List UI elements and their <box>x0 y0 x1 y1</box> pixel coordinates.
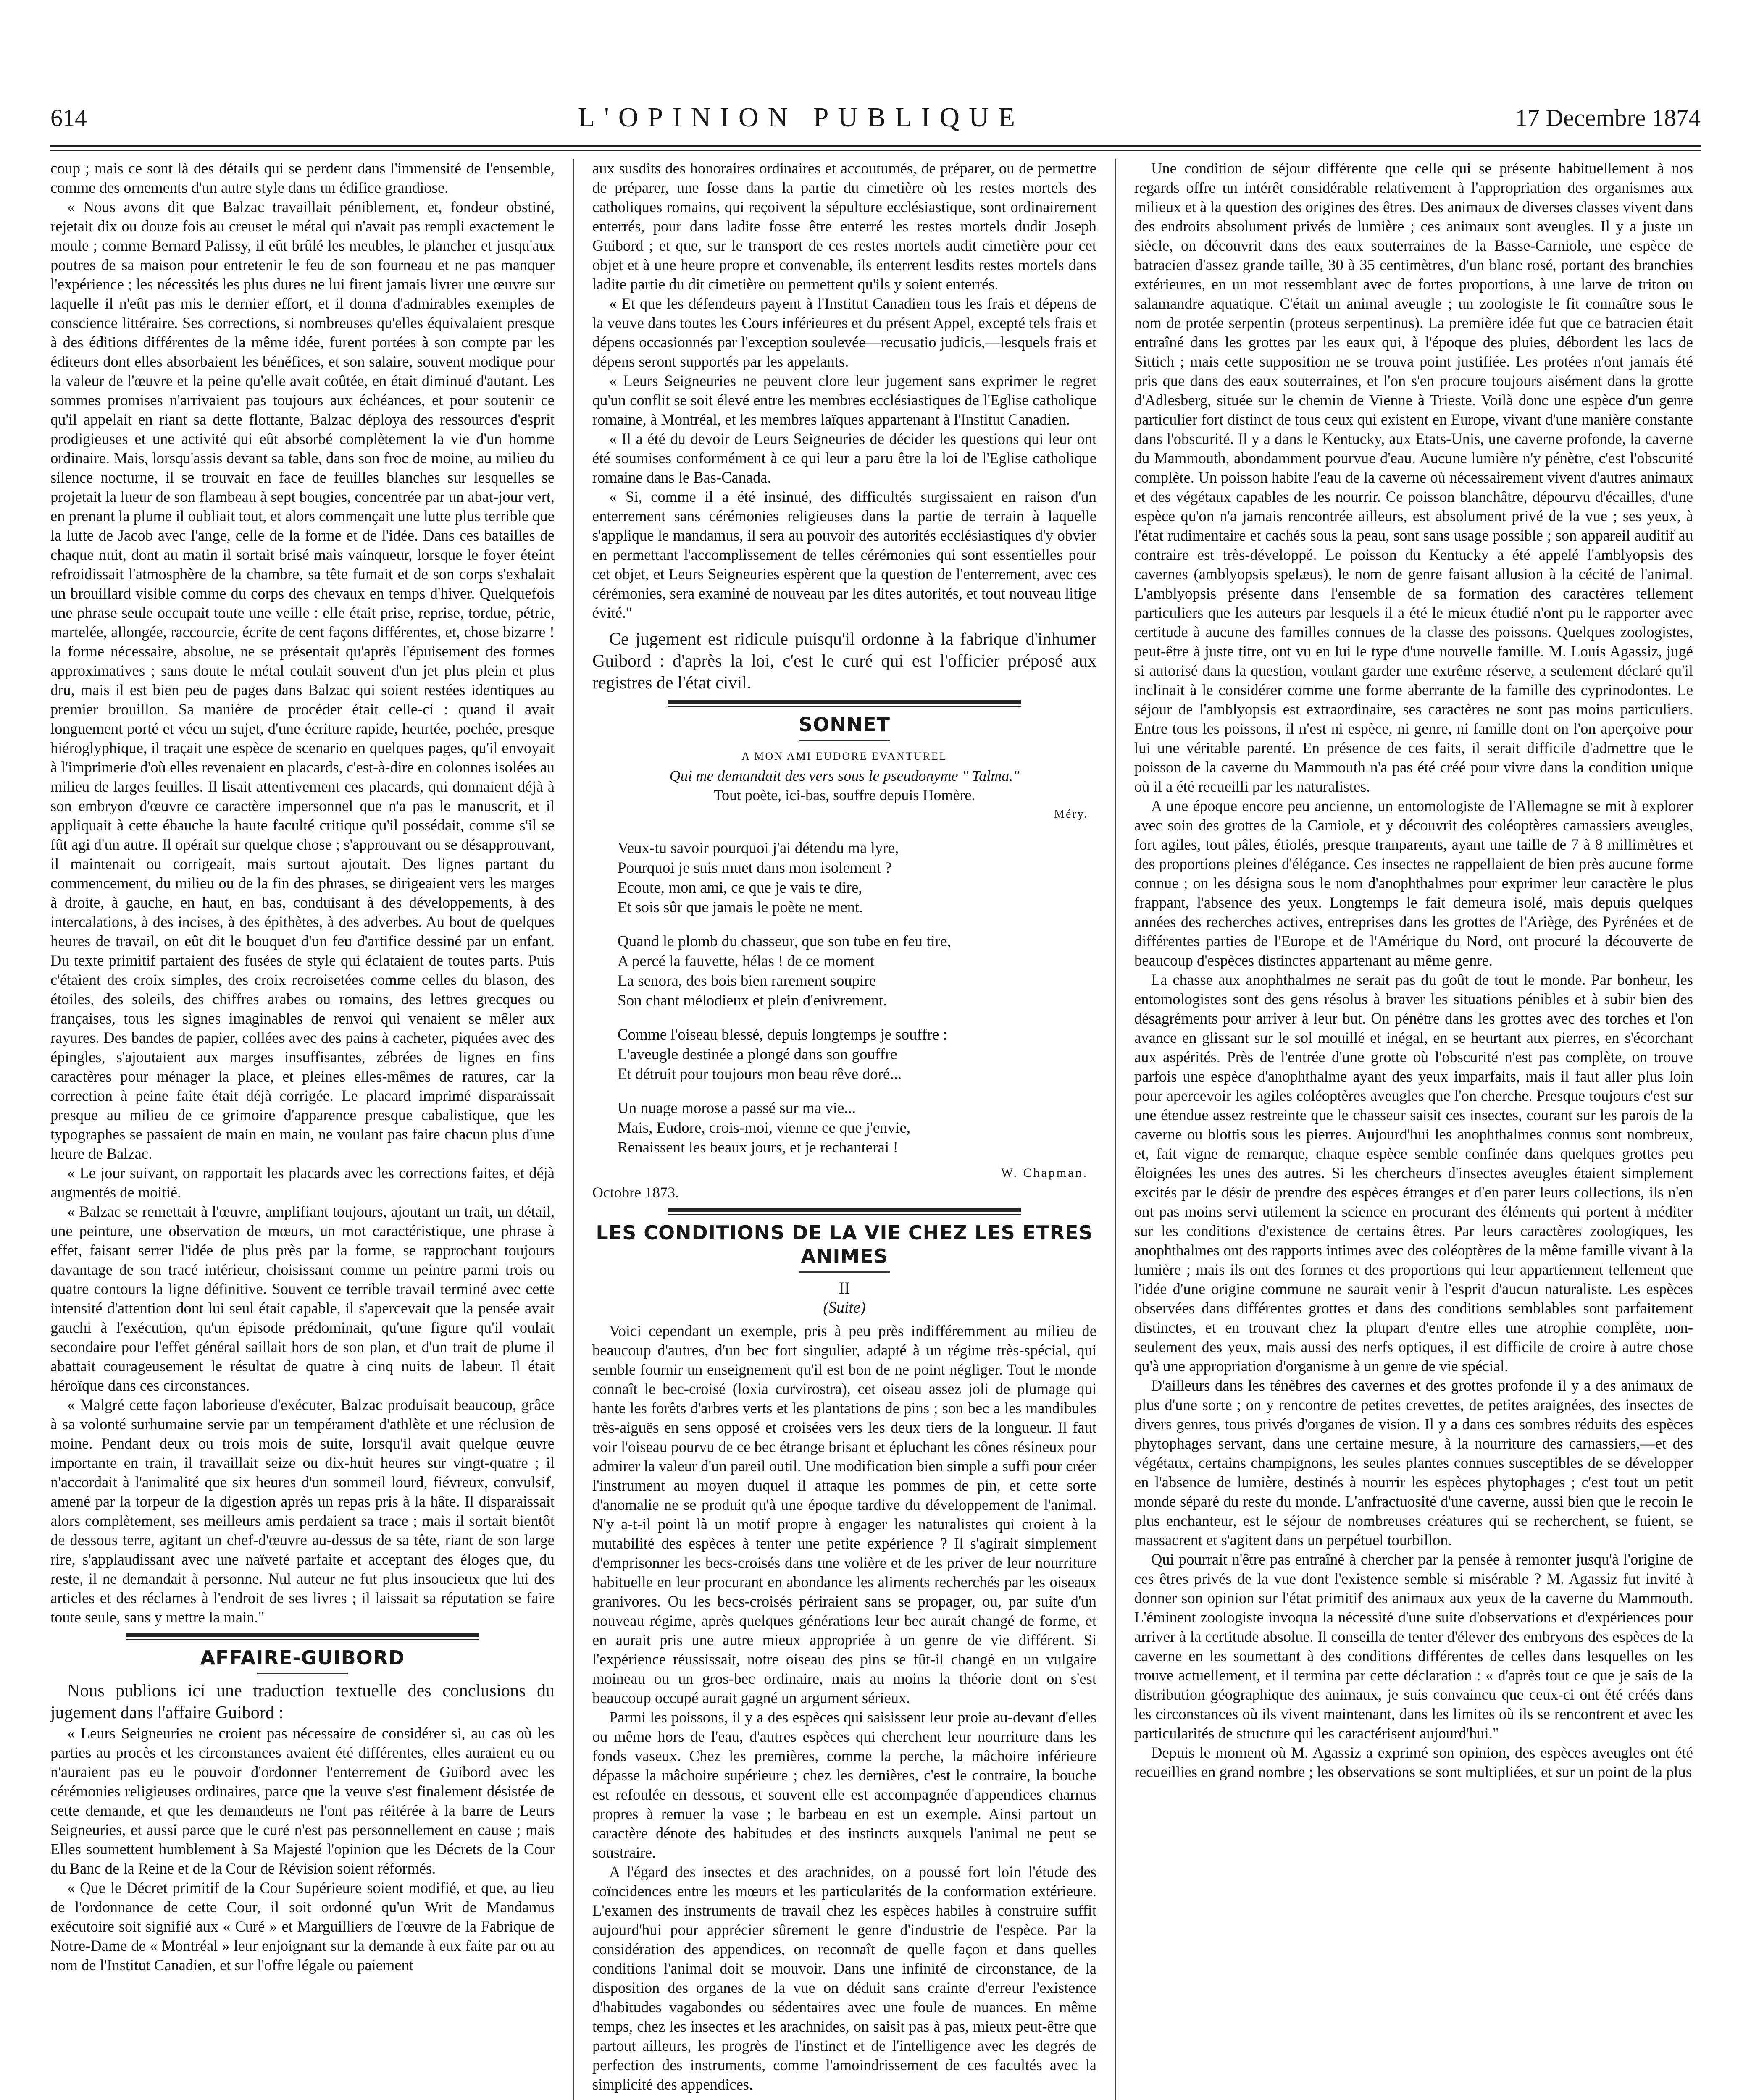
continued-label: (Suite) <box>823 1299 866 1316</box>
balzac-paragraph: « Malgré cette façon laborieuse d'exécuter, Balzac produisait beaucoup, grâce à sa volonté surhumaine servie par un tempérament d'athlète et une réclusion de moine. Pendant deux ou trois mois de suite, lorsqu'il avait quelque œuvre importante en train, il travaillait seize ou dix-huit heures sur vingt-quatre ; il n'accordait à l'animalité que six heures d'un sommeil lourd, fiévreux, convulsif, amené par la torpeur de la digestion après un repas pris à la hâte. Il disparaissait alors complètement, ses meilleurs amis perdaient sa trace ; mais il sortait bientôt de dessous terre, agitant un chef-d'œuvre au-dessus de sa tête, riant de son large rire, s'applaudissant avec une naïveté parfaite et acceptant des éloges que, du reste, il ne demandait à personne. Nul auteur ne fut plus insoucieux que lui des articles et des réclames à l'endroit de ses livres ; il laissait sa réputation se faire toute seule, sans y mettre la main." <box>50 1396 555 1626</box>
issue-date: 17 Decembre 1874 <box>1515 104 1701 131</box>
title-underline <box>799 1271 890 1273</box>
affaire-intro: Nous publions ici une traduction textuelle des conclusions du jugement dans l'affaire Guibord : <box>50 1681 555 1722</box>
balzac-paragraph: « Nous avons dit que Balzac travaillait péniblement, et, fondeur obstiné, rejetait dix ou douze fois au creuset le métal qui n'avait pas rempli exactement le moule ; comme Bernard Palissy, il eût brûlé les meubles, le plancher et jusqu'aux poutres de sa maison pour entretenir le feu de son fourneau et ne pas manquer l'expérience ; les nécessités les plus dures ne lui firent jamais livrer une œuvre sur laquelle il n'eût pas mis le dernier effort, et il donna d'admirables exemples de conscience littéraire. Ses corrections, si nombreuses qu'elles équivalaient presque à des éditions différentes de la même idée, furent portées à son compte par les éditeurs dont elles absorbaient les bénéfices, et son salaire, souvent modique pour la valeur de l'œuvre et la peine qu'elle avait coûtée, en était diminué d'autant. Les sommes promises n'arrivaient pas toujours aux échéances, et pour soutenir ce qu'il appelait en riant sa dette flottante, Balzac déploya des ressources d'esprit prodigieuses et une activité qui eût absorbé complètement la vie d'un homme ordinaire. Mais, lorsqu'assis devant sa table, dans son froc de moine, au milieu du silence nocturne, il se trouvait en face de feuilles blanches sur lesquelles se projetait la lueur de son flambeau à sept bougies, concentrée par un abat-jour vert, en prenant la plume il oubliait tout, et alors commençait une lutte plus terrible que la lutte de Jacob avec l'ange, celle de la forme et de l'idée. Dans ces batailles de chaque nuit, dont au matin il sortait brisé mais vainqueur, lorsque le foyer éteint refroidissait l'atmosphère de la chambre, sa tête fumait et de son corps s'exhalait un brouillard visible comme du corps des chevaux en temps d'hiver. Quelquefois une phrase seule occupait toute une veille : elle était prise, reprise, tordue, pétrie, martelée, allongée, raccourcie, écrite de cent façons différentes, et, chose bizarre ! la forme nécessaire, absolue, ne se présentait qu'après l'épuisement des formes approximatives ; sans doute le métal coulait souvent d'un jet plus plein et plus dru, mais il est bien peu de pages dans Balzac qui soient restées identiques au premier brouillon. Sa manière de procéder était celle-ci : quand il avait longuement porté et vécu un sujet, d'une écriture rapide, heurtée, pochée, presque hiéroglyphique, il traçait une espèce de scenario en quelques pages, qu'il envoyait à l'imprimerie d'où elles revenaient en placards, c'est-à-dire en colonnes isolées au milieu de larges feuilles. Il lisait attentivement ces placards, qui donnaient déjà à son embryon d'œuvre ce caractère impersonnel que n'a pas le manuscrit, et il appliquait à cette ébauche la haute faculté critique qu'il possédait, comme s'il se fût agi d'un autre. Il opérait sur quelque chose ; s'approuvant ou se désapprouvant, il maintenait ou corrigeait, mais surtout ajoutait. Des lignes partant du commencement, du milieu ou de la fin des phrases, se dirigeaient vers les marges à droite, à gauche, en haut, en bas, conduisant à des développements, à des intercalations, à des incises, à des épithètes, à des adverbes. Au bout de quelques heures de travail, on eût dit le bouquet d'un feu d'artifice dessiné par un enfant. Du texte primitif partaient des fusées de style qui éclataient de toutes parts. Puis c'étaient des croix simples, des croix recroisetées comme celles du blason, des étoiles, des soleils, des chiffres arabes ou romains, des lettres grecques ou françaises, tous les signes imaginables de renvoi qui venaient se mêler aux rayures. Des bandes de papier, collées avec des pains à cacheter, piquées avec des épingles, s'ajoutaient aux marges insuffisantes, zébrées de lignes en fins caractères pour ménager la place, et pleines elles-mêmes de ratures, car la correction à peine faite était déjà corrigée. Le placard imprimé disparaissait presque au milieu de ce grimoire d'apparence presque cabalistique, que les typographes se passaient de main en main, ne voulant pas faire chacun plus d'une heure de Balzac. <box>50 198 555 1162</box>
verse-line: Un nuage morose a passé sur ma vie... <box>618 1100 856 1117</box>
judgment-paragraph: « Que le Décret primitif de la Cour Supérieure soient modifié, et que, au lieu de l'ordonnance de cette Cour, il soit ordonné qu'un Writ de Mandamus exécutoire soit signifié aux « Curé » et Marguilliers de l'œuvre de la Fabrique de Notre-Dame de « Montréal » leur enjoignant sur la demande à eux faite par ou au nom de l'Institut Canadien, et sur l'offre légale ou paiement <box>50 1879 555 1974</box>
judgment-paragraph: « Leurs Seigneuries ne peuvent clore leur jugement sans exprimer le regret qu'un conflit se soit élevé entre les membres ecclésiastiques de l'Eglise catholique romaine, à Montréal, et les membres laïques appartenant à l'Institut Canadien. <box>592 372 1096 428</box>
balzac-paragraph: « Le jour suivant, on rapportait les placards avec les corrections faites, et déjà augmentés de moitié. <box>50 1164 555 1201</box>
title-underline <box>257 1673 348 1674</box>
sonnet-stanza-3 <box>592 1025 1096 1084</box>
conditions-paragraph: A l'égard des insectes et des arachnides, on a poussé fort loin l'étude des coïncidences entre les mœurs et les particularités de la conformation extérieure. L'examen des instruments de travail chez les espèces habiles à construire suffit aujourd'hui pour apprécier sûrement le genre d'industrie de l'espèce. Par la considération des appendices, on reconnaît de quelle façon et dans quelles conditions l'animal doit se mouvoir. Dans une infinité de circonstance, de la disposition des organes de la vue on déduit sans crainte d'erreur l'existence d'habitudes vagabondes ou sédentaires avec une foule de nuances. En même temps, chez les insectes et les arachnides, on saisit pas à pas, mieux peut-être que partout ailleurs, les progrès de l'instinct et de l'intelligence avec les degrés de perfection des instruments, comme l'amoindrissement de ces facultés avec la simplicité des appendices. <box>592 1863 1096 2093</box>
sonnet-date: Octobre 1873. <box>592 1184 679 1201</box>
conditions-paragraph: A une époque encore peu ancienne, un entomologiste de l'Allemagne se mit à explorer avec soin des grottes de la Carniole, et y découvrit des coléoptères carnassiers aveugles, fort agiles, tout pâles, étiolés, presque tranparents, ayant une taille de 7 à 8 millimètres et des proportions pleines d'élégance. Ces insectes ne rappellaient de bien près aucune forme connue ; on les désigna sous le nom d'anophthalmes pour exprimer leur caractère le plus frappant, l'absence des yeux. Longtemps le fait demeura isolé, mais depuis quelques années des recherches actives, entreprises dans les grottes de l'Ariège, des Pyrénées et de différentes parties de l'Europe et de l'Amérique du Nord, ont procuré la découverte de beaucoup d'espèces distinctes appartenant au même genre. <box>1134 797 1693 969</box>
conditions-paragraph: La chasse aux anophthalmes ne serait pas du goût de tout le monde. Par bonheur, les entomologistes sont des gens résolus à braver les situations pénibles et à subir bien des désagréments pour arriver à leur but. On pénètre dans les grottes avec des torches et l'on avance en glissant sur le sol mouillé et inégal, en se heurtant aux pierres, en s'écorchant aux aspérités. Près de l'entrée d'une grotte où l'obscurité n'est pas complète, on trouve parfois une espèce d'anophthalme ayant des yeux imparfaits, mais il faut aller plus loin pour apercevoir les agiles coléoptères aveugles que l'on cherche. Presque toujours c'est sur une étendue assez restreinte que le chasseur saisit ces insectes, courant sur les parois de la caverne ou blottis sous les pierres. Aujourd'hui les anophthalmes connus sont nombreux, et, fait vigne de remarque, chaque espèce semble confinée dans quelques grottes peu éloignées les unes des autres. Si les chercheurs d'insectes aveugles étaient simplement excités par le désir de prendre des espèces étranges et d'en parer leurs collections, ils n'en ont pas moins servi utilement la science en procurant des éléments qui portent à méditer sur les conditions d'existence de certains êtres. Par leurs caractères zoologiques, les anophthalmes ont des rapports intimes avec des coléoptères de la même famille vivant à la lumière ; mais ils ont des formes et des proportions qui leur appartiennent tellement que l'idée d'une origine commune ne saurait venir à l'esprit d'aucun naturaliste. Les espèces observées dans différentes grottes et dans des conditions semblables sont parfaitement distinctes, et en trouvant chez la plupart d'entre elles une atrophie complète, non-seulement des yeux, mais aussi des nerfs optiques, il est difficile de croire à autre chose qu'à une appropriation d'organisme à un genre de vie spécial. <box>1134 971 1693 1375</box>
sonnet-stanza-1 <box>592 838 1096 917</box>
sonnet-signature: W. Chapman. <box>1001 1166 1088 1180</box>
verse-line: Quand le plomb du chasseur, que son tube en feu tire, <box>618 933 951 950</box>
verse-line: Et sois sûr que jamais le poète ne ment. <box>618 899 863 916</box>
sonnet-stanza-2 <box>592 932 1096 1011</box>
verse-line: Pourquoi je suis muet dans mon isolement ? <box>618 859 892 877</box>
editorial-comment: Ce jugement est ridicule puisqu'il ordonne à la fabrique d'inhumer Guibord : d'après la loi, c'est le curé qui est l'officier préposé aux registres de l'état civil. <box>592 630 1096 693</box>
conditions-paragraph: Une condition de séjour différente que celle qui se présente habituellement à nos regards offre un intérêt considérable relativement à l'appropriation des organismes aux milieux et à la question des origines des êtres. Des animaux de diverses classes vivent dans des endroits absolument privés de lumière ; ces animaux sont aveugles. Il y a juste un siècle, on découvrit dans des eaux souterraines de la Basse-Carniole, une espèce de batracien d'assez grande taille, 30 à 35 centimètres, d'un blanc rosé, portant des branchies extérieures, en un mot ressemblant avec de fortes proportions, à une larve de triton ou salamandre aquatique. C'était un animal aveugle ; un zoologiste le fit connaître sous le nom de protée serpentin (proteus serpentinus). La première idée fut que ce batracien était entraîné dans les grottes par les eaux qui, à l'époque des pluies, débordent les lacs de Sittich ; mais cette supposition ne se trouva point justifiée. Les protées n'ont jamais été pris que dans des eaux souterraines, et l'on s'en procure toujours aisément dans la grotte d'Adlesberg, située sur le chemin de Vienne à Trieste. Voilà donc une espèce d'un genre particulier fort distinct de tous ceux qui existent en Europe, vivant d'une manière constante dans l'obscurité. Il y a dans le Kentucky, aux Etats-Unis, une caverne profonde, la caverne du Mammouth, abondamment pourvue d'eau. Aucune lumière n'y pénètre, c'est l'obscurité complète. Un poisson habite l'eau de la caverne où nécessairement vivent d'autres animaux et des végétaux capables de les nourrir. Ce poisson blanchâtre, dépourvu d'écailles, d'une espèce qu'on n'a jamais rencontrée ailleurs, est absolument privé de la vue ; ses yeux, à l'état rudimentaire et cachés sous la peau, sont sans usage possible ; son appareil auditif au contraire est très-développé. Le poisson du Kentucky a été appelé l'amblyopsis des cavernes (amblyopsis spelæus), le nom de genre faisant allusion à la cécité de l'animal. L'amblyopsis présente dans l'ensemble de sa formation des caractères tellement particuliers que les auteurs par lesquels il a été le mieux étudié n'ont pu le rapporter avec certitude à aucune des familles connues de la classe des poissons. Quelques zoologistes, peut-être à juste titre, ont vu en lui le type d'une nouvelle famille. M. Louis Agassiz, jugé si autorisé dans la question, voulant garder une extrême réserve, a seulement déclaré qu'il inclinait à le considérer comme une forme aberrante de la famille des cyprinodontes. Le séjour de l'amblyopsis est extraordinaire, ses caractères ne sont pas moins particuliers. Entre tous les poissons, il n'est ni espèce, ni genre, ni famille dont on l'on aperçoive pour lui une véritable parenté. En présence de ces faits, il serait difficile d'admettre que le poisson de la caverne du Mammouth n'a pas été créé pour vivre dans la condition unique où il a été recueilli par les naturalistes. <box>1134 160 1693 795</box>
conditions-paragraph: Depuis le moment où M. Agassiz a exprimé son opinion, des espèces aveugles ont été recueillies en grand nombre ; les observations se sont multipliées, et sur un point de la plus <box>1134 1744 1693 1780</box>
column-1 <box>50 159 555 2100</box>
judgment-paragraph: « Et que les défendeurs payent à l'Institut Canadien tous les frais et dépens de la veuve dans toutes les Cours inférieures et du présent Appel, excepté tels frais et dépens occasionnés par l'exception soulevée—recusatio judicis,—lesquels frais et dépens seront supportés par les appelants. <box>592 295 1096 370</box>
header-rule-thick <box>50 145 1701 147</box>
sonnet-stanza-4 <box>592 1098 1096 1158</box>
judgment-paragraph: aux susdits des honoraires ordinaires et accoutumés, de préparer, ou de permettre de préparer, une fosse dans la partie du cimetière où les restes mortels des catholiques romains, qui reçoivent la sépulture ecclésiastique, sont ordinairement enterrés, pour dans ladite fosse être enterré les restes mortels dudit Joseph Guibord ; et que, sur le transport de ces restes mortels audit cimetière pour cet objet et à une heure propre et convenable, ils enterrent lesdits restes mortels dans ladite partie du dit cimetière ou permettent qu'ils y soient enterrés. <box>592 160 1096 293</box>
judgment-paragraph: « Il a été du devoir de Leurs Seigneuries de décider les questions qui leur ont été soumises conformément à ce qui leur a paru être la loi de l'Eglise catholique romaine dans le Bas-Canada. <box>592 430 1096 486</box>
section-divider <box>668 1208 1021 1215</box>
affaire-guibord-title: AFFAIRE-GUIBORD <box>200 1646 405 1669</box>
verse-line: Et détruit pour toujours mon beau rêve doré... <box>618 1066 902 1083</box>
section-divider <box>126 1633 479 1640</box>
verse-line: La senora, des bois bien rarement soupire <box>618 972 876 990</box>
verse-line: Renaissent les beaux jours, et je rechanterai ! <box>618 1139 898 1156</box>
verse-line: Mais, Eudore, crois-moi, vienne ce que j'envie, <box>618 1119 911 1137</box>
sonnet-title: SONNET <box>798 713 891 736</box>
title-underline <box>799 740 890 741</box>
judgment-paragraph: « Leurs Seigneuries ne croient pas nécessaire de considérer si, au cas où les parties au procès et les circonstances avaient été différentes, elles auraient eu ou n'auraient pas eu le pouvoir d'ordonner l'enterrement de Guibord avec les cérémonies religieuses ordinaires, parce que la veuve s'est finalement désistée de cette demande, et que les demandeurs ne l'ont pas réitérée à la barre de Leurs Seigneuries, et aussi parce que le curé n'est pas personnellement en cause ; mais Elles soumettent humblement à Sa Majesté l'opinion que les Décrets de la Cour du Banc de la Reine et de la Cour de Révision soient réformés. <box>50 1725 555 1877</box>
column-2 <box>592 159 1096 2100</box>
verse-line: A percé la fauvette, hélas ! de ce moment <box>618 953 875 970</box>
conditions-paragraph: Qui pourrait n'être pas entraîné à chercher par la pensée à remonter jusqu'à l'origine de ces êtres privés de la vue dont l'existence semble si misérable ? M. Agassiz fut invité à donner son opinion sur l'état primitif des animaux aux yeux de la caverne du Mammouth. L'éminent zoologiste invoqua la nécessité d'une suite d'observations et d'expériences pour arriver à la certitude absolue. Il conseilla de tenter d'élever des embryons des espèces de la caverne en les soumettant à des conditions différentes de celles dans lesquelles on les trouve actuellement, et il termina par cette déclaration : « d'après tout ce que je sais de la distribution géographique des animaux, je suis convaincu que ceux-ci ont été créés dans les circonstances où ils vivent maintenant, dans les limites où ils se rencontrent et avec les particularités de structure qui les caractérisent aujourd'hui." <box>1134 1551 1693 1742</box>
verse-line: Son chant mélodieux et plein d'enivrement. <box>618 992 887 1009</box>
column-divider-1 <box>573 159 574 2100</box>
header-rule-thin <box>50 150 1701 151</box>
page-header <box>50 97 1701 139</box>
sonnet-epigraph: Tout poète, ici-bas, souffre depuis Homère. <box>713 787 975 803</box>
conditions-title: LES CONDITIONS DE LA VIE CHEZ LES ETRES ANIMES <box>596 1221 1093 1268</box>
sonnet-dedication: A MON AMI EUDORE EVANTUREL <box>741 750 947 762</box>
column-3 <box>1134 159 1693 2100</box>
verse-line: L'aveugle destinée a plongé dans son gouffre <box>618 1046 897 1063</box>
section-divider <box>668 700 1021 707</box>
sonnet-epigraph-note: Qui me demandait des vers sous le pseudonyme " Talma." <box>669 767 1020 784</box>
conditions-paragraph: Parmi les poissons, il y a des espèces qui saisissent leur proie au-devant d'elles ou même hors de l'eau, d'autres espèces qui cherchent leur nourriture dans les fonds vaseux. Chez les premières, comme la perche, la mâchoire inférieure dépasse la mâchoire supérieure ; chez les dernières, c'est le contraire, la bouche est refoulée en dessous, et souvent elle est accompagnée d'appendices charnus propres à remuer la vase ; le barbeau en est un exemple. Ainsi partout un caractère dénote des habitudes et des instincts auxquels l'animal ne peut se soustraire. <box>592 1709 1096 1861</box>
conditions-paragraph: Voici cependant un exemple, pris à peu près indifféremment au milieu de beaucoup d'autres, d'un bec fort singulier, adapté à un régime très-spécial, qui semble fournir un enseignement qu'il est bon de ne point négliger. Tout le monde connaît le bec-croisé (loxia curvirostra), cet oiseau assez joli de plumage qui hante les forêts d'arbres verts et les plantations de pins ; son bec a les mandibules très-aiguës en sens opposé et croisées vers les deux tiers de la longueur. Il faut voir l'oiseau pourvu de ce bec étrange brisant et épluchant les cônes résineux pour admirer la valeur d'un pareil outil. Une modification bien simple a suffi pour créer l'instrument au moyen duquel il attaque les pommes de pin, et cette sorte d'anomalie ne se produit qu'à une époque tardive du développement de l'animal. N'y a-t-il point là un motif propre à engager les naturalistes qui croient à la mutabilité des espèces à tenter une petite expérience ? Il s'agirait simplement d'emprisonner les becs-croisés dans une volière et de les priver de leur nourriture habituelle en leur procurant en abondance les aliments recherchés par les oiseaux granivores. Ou les becs-croisés périraient sans se propager, ou, par suite d'un nouveau régime, après quelques générations leur bec aurait changé de forme, et en aurait pris une autre mieux appropriée à un genre de vie différent. Si l'expérience réussissait, notre oiseau des pins se fût-il changé en un vulgaire moineau ou un gros-bec ordinaire, mais au moins la théorie dont on s'est beaucoup occupé aurait gagné un argument sérieux. <box>592 1322 1096 1706</box>
verse-line: Comme l'oiseau blessé, depuis longtemps je souffre : <box>618 1026 947 1043</box>
page-number: 614 <box>50 104 87 131</box>
masthead-title: L'OPINION PUBLIQUE <box>578 102 1025 133</box>
verse-line: Ecoute, mon ami, ce que je vais te dire, <box>618 879 862 896</box>
balzac-paragraph: coup ; mais ce sont là des détails qui se perdent dans l'immensité de l'ensemble, comme des ornements d'un autre style dans un édifice grandiose. <box>50 160 555 196</box>
sonnet-epigraph-author: Méry. <box>1054 808 1088 821</box>
balzac-paragraph: « Balzac se remettait à l'œuvre, amplifiant toujours, ajoutant un trait, un détail, une peinture, une observation de mœurs, un mot caractéristique, une phrase à effet, faisant serrer l'idée de plus près par la forme, se rapprochant toujours davantage de son tracé intérieur, choisissant comme un peintre parmi trois ou quatre contours la ligne définitive. Souvent ce terrible travail terminé avec cette intensité d'attention dont lui seul était capable, il s'apercevait que la pensée avait gauchi à l'exécution, qu'un épisode prédominait, qu'une figure qu'il voulait secondaire pour l'effet général saillait hors de son plan, et d'un trait de plume il abattait courageusement le résultat de quatre à cinq nuits de labeur. Il était héroïque dans ces circonstances. <box>50 1203 555 1394</box>
part-number: II <box>839 1278 850 1297</box>
conditions-paragraph: D'ailleurs dans les ténèbres des cavernes et des grottes profonde il y a des animaux de plus d'une sorte ; on y rencontre de petites crevettes, de petites araignées, des insectes de divers genres, tous privés d'organes de vision. Il y a dans ces sombres réduits des espèces phytophages servant, dans une certaine mesure, à la nourriture des carnassiers,—et des végétaux, certains champignons, les seules plantes connues susceptibles de se développer en l'absence de lumière, destinés à nourrir les espèces phytophages ; c'est tout un petit monde séparé du reste du monde. L'anfractuosité d'une caverne, aussi bien que le recoin le plus enchanteur, est le séjour de nombreuses créatures qui se recherchent, se fuient, se massacrent et s'agitent dans un perpétuel tourbillon. <box>1134 1377 1693 1549</box>
column-divider-2 <box>1115 159 1116 2100</box>
verse-line: Veux-tu savoir pourquoi j'ai détendu ma lyre, <box>618 840 899 857</box>
judgment-paragraph: « Si, comme il a été insinué, des difficultés surgissaient en raison d'un enterrement sans cérémonies religieuses dans la partie de terrain à laquelle s'applique le mandamus, il sera au pouvoir des autorités ecclésiastiques d'y obvier en permettant l'accomplissement de telles cérémonies qui sont essentielles pour cet objet, et Leurs Seigneuries espèrent que la question de l'enterrement, avec ces cérémonies, sera examiné de nouveau par les dites autorités, et tout nouveau litige évité." <box>592 488 1096 621</box>
